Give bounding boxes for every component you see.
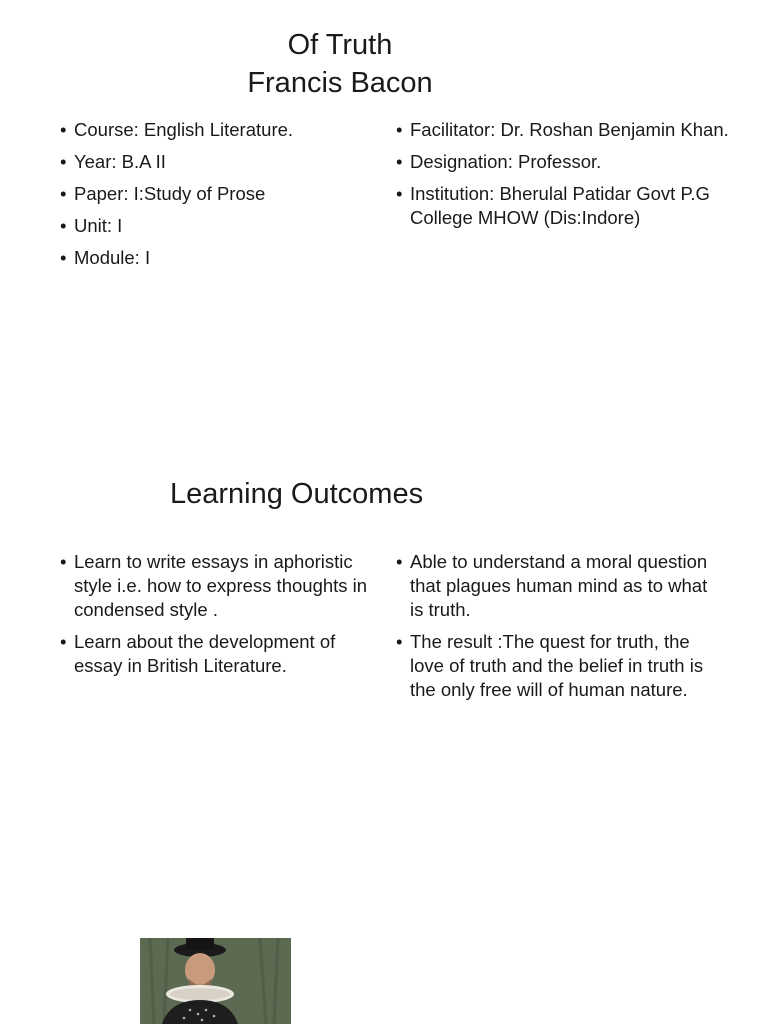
list-item: • Learn to write essays in aphoristic style i.e. how to express thoughts in condensed style . bbox=[60, 550, 378, 622]
francis-bacon-portrait-icon bbox=[140, 938, 291, 1024]
list-item: • The result :The quest for truth, the love of truth and the belief in truth is the only free will of human nature. bbox=[396, 630, 716, 702]
list-item: • Facilitator: Dr. Roshan Benjamin Khan. bbox=[396, 118, 736, 142]
list-item: • Designation: Professor. bbox=[396, 150, 736, 174]
section-title: Learning Outcomes bbox=[170, 478, 424, 510]
slide-course-info bbox=[0, 0, 768, 440]
list-item: • Course: English Literature. bbox=[60, 118, 370, 142]
list-item: • Unit: I bbox=[60, 214, 370, 238]
list-item: • Paper: I:Study of Prose bbox=[60, 182, 370, 206]
title-author: Francis Bacon bbox=[247, 67, 433, 99]
outcomes-left-list bbox=[60, 550, 378, 686]
course-details-list bbox=[60, 118, 370, 278]
list-item: • Able to understand a moral question that plagues human mind as to what is truth. bbox=[396, 550, 716, 622]
list-item: • Module: I bbox=[60, 246, 370, 270]
list-item: • Learn about the development of essay in British Literature. bbox=[60, 630, 378, 678]
outcomes-right-list bbox=[396, 550, 716, 710]
portrait-image bbox=[140, 938, 291, 1024]
title-essay: Of Truth bbox=[287, 29, 393, 61]
list-item: • Institution: Bherulal Patidar Govt P.G College MHOW (Dis:Indore) bbox=[396, 182, 736, 230]
slide-title bbox=[190, 26, 490, 102]
facilitator-details-list bbox=[396, 118, 736, 238]
slide-learning-outcomes bbox=[0, 470, 768, 870]
list-item: • Year: B.A II bbox=[60, 150, 370, 174]
